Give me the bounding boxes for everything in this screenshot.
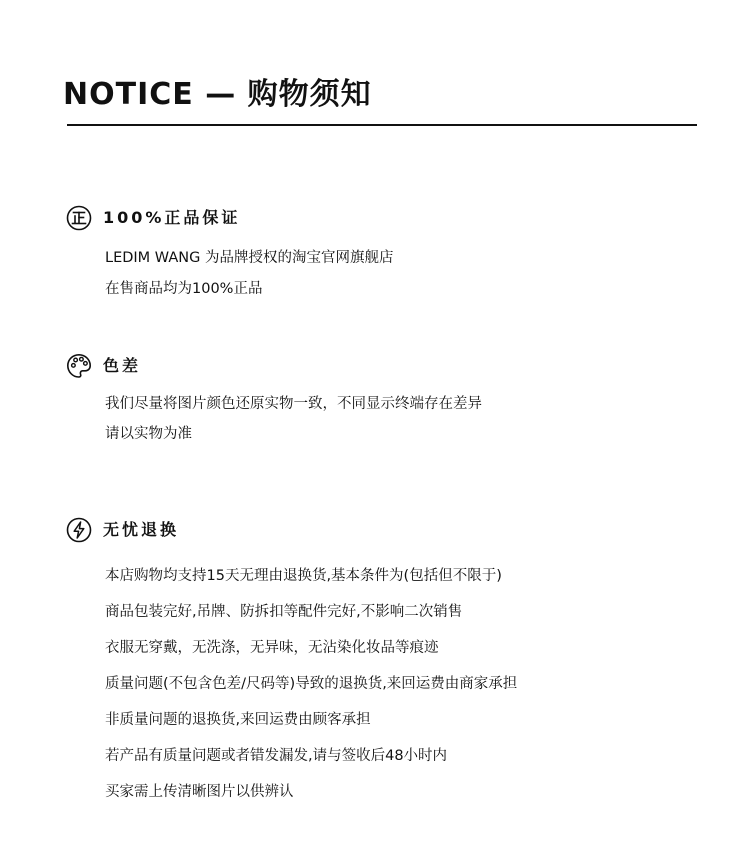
body-line: 衣服无穿戴，无洗涤，无异味，无沾染化妆品等痕迹 <box>105 640 439 656</box>
zheng-badge-icon <box>66 205 92 231</box>
body-line: 质量问题(不包含色差/尺码等)导致的退换货,来回运费由商家承担 <box>105 676 518 692</box>
body-line: 在售商品均为100%正品 <box>105 281 263 297</box>
section-title: 100%正品保证 <box>103 208 241 227</box>
section-body <box>105 394 482 454</box>
section-title: 色差 <box>103 356 142 375</box>
body-line: 买家需上传清晰图片以供辨认 <box>105 784 294 800</box>
body-line: 本店购物均支持15天无理由退换货,基本条件为(包括但不限于) <box>105 568 502 584</box>
body-line: LEDIM WANG 为品牌授权的淘宝官网旗舰店 <box>105 250 394 266</box>
title-divider <box>67 124 697 126</box>
section-title: 无忧退换 <box>103 520 180 539</box>
section-header <box>66 205 240 231</box>
section-body <box>105 566 517 818</box>
palette-icon <box>66 353 92 379</box>
section-header <box>66 353 141 379</box>
body-line: 我们尽量将图片颜色还原实物一致，不同显示终端存在差异 <box>105 396 482 412</box>
body-line: 商品包装完好,吊牌、防拆扣等配件完好,不影响二次销售 <box>105 604 463 620</box>
section-header <box>66 517 179 543</box>
section-body <box>105 248 393 310</box>
body-line: 非质量问题的退换货,来回运费由顾客承担 <box>105 712 371 728</box>
page-title: NOTICE — 购物须知 <box>63 77 372 112</box>
body-line: 若产品有质量问题或者错发漏发,请与签收后48小时内 <box>105 748 448 764</box>
body-line: 请以实物为准 <box>105 426 192 442</box>
lightning-bolt-icon <box>66 517 92 543</box>
